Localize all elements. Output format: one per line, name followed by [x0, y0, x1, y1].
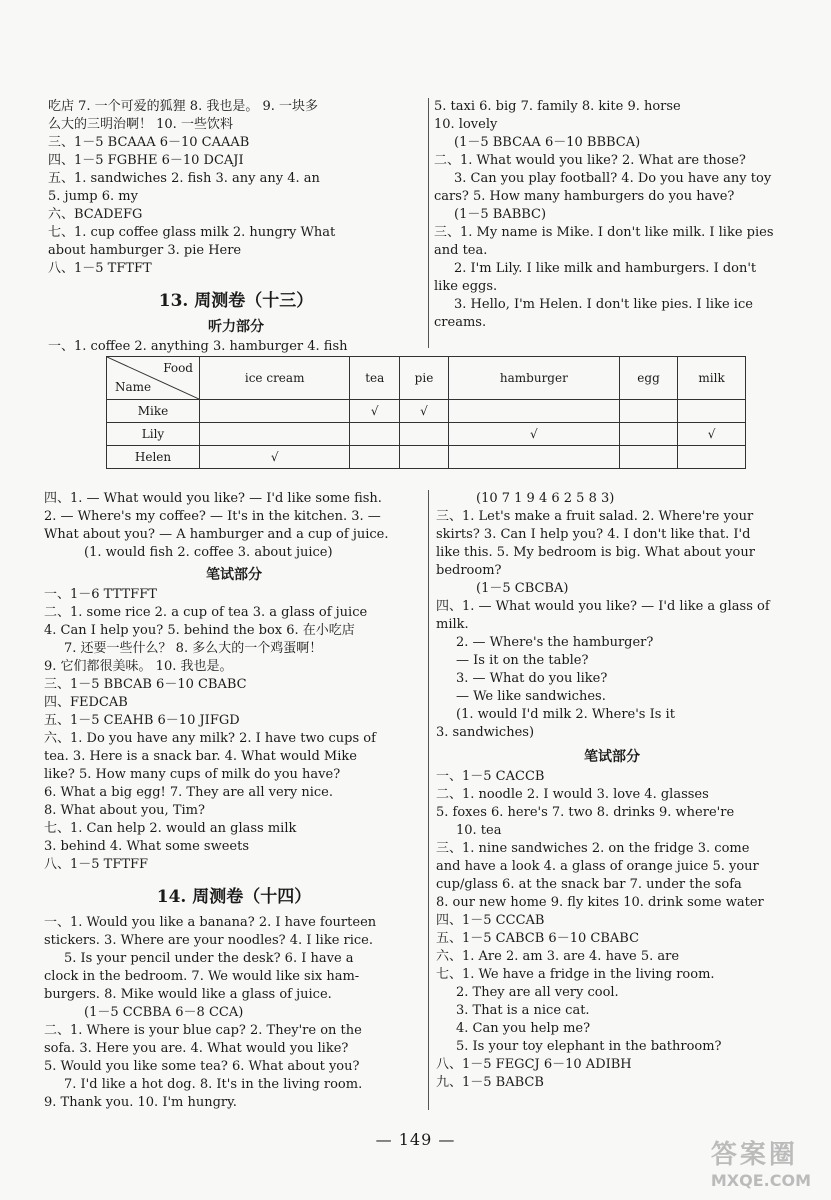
answer-line: burgers. 8. Mike would like a glass of juice.: [44, 987, 332, 1002]
listening-q1-line: 一、1. coffee 2. anything 3. hamburger 4. fish: [48, 339, 348, 354]
answer-line: 三、1－5 BBCAB 6－10 CBABC: [44, 677, 247, 692]
answer-line: 五、1－5 CEAHB 6－10 JIFGD: [44, 713, 240, 728]
answer-line: 六、1. Are 2. am 3. are 4. have 5. are: [436, 949, 680, 964]
answer-line: 3. Hello, I'm Helen. I don't like pies. I like ice: [454, 297, 753, 312]
answer-line: and tea.: [434, 243, 488, 258]
answer-line: 吃店 7. 一个可爱的狐狸 8. 我也是。 9. 一块多: [48, 99, 319, 114]
answer-line: 八、1－5 TFTFF: [44, 857, 149, 872]
answer-line: 8. What about you, Tim?: [44, 803, 205, 818]
answer-line: (1－5 BBCAA 6－10 BBBCA): [454, 135, 641, 150]
table-cell: √: [678, 423, 746, 446]
answer-line: cars? 5. How many hamburgers do you have?: [434, 189, 735, 204]
answer-line: 三、1. My name is Mike. I don't like milk. I like pies: [434, 225, 774, 240]
table-cell: [400, 423, 449, 446]
answer-line: skirts? 3. Can I help you? 4. I don't like that. I'd: [436, 527, 751, 542]
answer-line: tea. 3. Here is a snack bar. 4. What would Mike: [44, 749, 357, 764]
answer-line: 二、1. What would you like? 2. What are those?: [434, 153, 746, 168]
table-column-header: milk: [678, 357, 746, 400]
answer-line: — We like sandwiches.: [456, 689, 606, 704]
answer-line: 3. sandwiches): [436, 725, 535, 740]
answer-line: 七、1. cup coffee glass milk 2. hungry What: [48, 225, 336, 240]
answer-lines: [44, 586, 424, 874]
table-cell: [448, 446, 619, 469]
written-heading-13: 笔试部分: [206, 567, 262, 583]
answer-line: 3. behind 4. What some sweets: [44, 839, 250, 854]
answer-line: (10 7 1 9 4 6 2 5 8 3): [476, 491, 615, 506]
answer-lines: [434, 98, 789, 332]
answer-line: 3. Can you play football? 4. Do you have any toy: [454, 171, 772, 186]
watermark-logo: 答案圈 MXQE.COM: [710, 1140, 811, 1190]
answer-line: 3. — What do you like?: [456, 671, 608, 686]
answer-line: 5. Is your toy elephant in the bathroom?: [456, 1039, 722, 1054]
top-right-column: [434, 98, 789, 332]
answer-line: — Is it on the table?: [456, 653, 589, 668]
table-cell: [350, 446, 400, 469]
table-row-name: Lily: [107, 423, 200, 446]
answer-line: 二、1. Where is your blue cap? 2. They're on the: [44, 1023, 362, 1038]
answer-line: milk.: [436, 617, 469, 632]
answer-line: creams.: [434, 315, 487, 330]
answer-line: 6. What a big egg! 7. They are all very nice.: [44, 785, 333, 800]
section-14-title: 14. 周测卷（十四）: [156, 887, 312, 907]
answer-line: (1－5 BABBC): [454, 207, 547, 222]
answer-line: sofa. 3. Here you are. 4. What would you like?: [44, 1041, 349, 1056]
answer-line: 2. — Where's the hamburger?: [456, 635, 654, 650]
answer-line: 六、BCADEFG: [48, 207, 143, 222]
table-column-header: tea: [350, 357, 400, 400]
answer-line: 2. They are all very cool.: [456, 985, 619, 1000]
answer-line: 5. Is your pencil under the desk? 6. I have a: [64, 951, 354, 966]
answer-line: 2. I'm Lily. I like milk and hamburgers. I don't: [454, 261, 757, 276]
answer-line: 七、1. Can help 2. would an glass milk: [44, 821, 297, 836]
table-cell: √: [200, 446, 350, 469]
answer-line: 4. Can I help you? 5. behind the box 6. 在小吃店: [44, 623, 355, 638]
answer-line: and have a look 4. a glass of orange juice 5. your: [436, 859, 759, 874]
answer-line: like this. 5. My bedroom is big. What about your: [436, 545, 755, 560]
answer-line: 三、1－5 BCAAA 6－10 CAAAB: [48, 135, 250, 150]
column-divider-bottom: [428, 490, 429, 1110]
answer-line: 5. jump 6. my: [48, 189, 138, 204]
answer-line: 9. 它们都很美味。 10. 我也是。: [44, 659, 233, 674]
answer-line: 二、1. noodle 2. I would 3. love 4. glasses: [436, 787, 709, 802]
answer-line: (1. would fish 2. coffee 3. about juice): [84, 545, 333, 560]
answer-line: 八、1－5 TFTFT: [48, 261, 152, 276]
top-left-column: [48, 98, 424, 356]
answer-line: 么大的三明治啊！ 10. 一些饮料: [48, 117, 233, 132]
answer-line: cup/glass 6. at the snack bar 7. under the sofa: [436, 877, 742, 892]
table-cell: [619, 423, 677, 446]
answer-line: 4. Can you help me?: [456, 1021, 591, 1036]
table-cell: √: [350, 400, 400, 423]
table-cell: [448, 400, 619, 423]
table-column-header: hamburger: [448, 357, 619, 400]
table-cell: [400, 446, 449, 469]
answer-line: 四、1. — What would you like? — I'd like a glass of: [436, 599, 770, 614]
answer-line: 二、1. some rice 2. a cup of tea 3. a glass of juice: [44, 605, 368, 620]
answer-line: 四、1－5 CCCAB: [436, 913, 545, 928]
answer-line: 5. taxi 6. big 7. family 8. kite 9. horse: [434, 99, 681, 114]
table-cell: [200, 423, 350, 446]
answer-lines: [44, 914, 424, 1112]
column-divider-top: [428, 98, 429, 348]
table-row: [107, 400, 746, 423]
table-cell: [200, 400, 350, 423]
table-cell: √: [400, 400, 449, 423]
answer-line: 7. 还要一些什么？ 8. 多么大的一个鸡蛋啊！: [64, 641, 323, 656]
answer-line: 8. our new home 9. fly kites 10. drink some water: [436, 895, 764, 910]
answer-lines: [436, 490, 788, 742]
answer-line: bedroom?: [436, 563, 502, 578]
answer-line: 五、1－5 CABCB 6－10 CBABC: [436, 931, 640, 946]
answer-line: clock in the bedroom. 7. We would like six ham-: [44, 969, 360, 984]
answer-line: 一、1－5 CACCB: [436, 769, 545, 784]
table-row: [107, 423, 746, 446]
table-cell: [678, 446, 746, 469]
table-column-header: pie: [400, 357, 449, 400]
answer-line: 10. lovely: [434, 117, 498, 132]
answer-line: 5. foxes 6. here's 7. two 8. drinks 9. where're: [436, 805, 735, 820]
written-heading-14: 笔试部分: [584, 749, 640, 765]
table-column-header: ice cream: [200, 357, 350, 400]
listening-answer-table: [106, 356, 746, 469]
answer-line: 六、1. Do you have any milk? 2. I have two cups of: [44, 731, 376, 746]
answer-lines: [436, 768, 788, 1092]
answer-line: 一、1. Would you like a banana? 2. I have fourteen: [44, 915, 377, 930]
table-cell: √: [448, 423, 619, 446]
table-column-header: egg: [619, 357, 677, 400]
answer-line: (1－5 CCBBA 6－8 CCA): [84, 1005, 244, 1020]
listening-heading: 听力部分: [208, 319, 264, 335]
answer-line: 三、1. nine sandwiches 2. on the fridge 3. come: [436, 841, 750, 856]
answer-line: 5. Would you like some tea? 6. What about you?: [44, 1059, 360, 1074]
answer-line: 10. tea: [456, 823, 502, 838]
answer-line: 2. — Where's my coffee? — It's in the kitchen. 3. —: [44, 509, 381, 524]
table-cell: [678, 400, 746, 423]
answer-line: What about you? — A hamburger and a cup of juice.: [44, 527, 389, 542]
answer-line: 四、FEDCAB: [44, 695, 128, 710]
answer-line: 9. Thank you. 10. I'm hungry.: [44, 1095, 237, 1110]
answer-line: 四、1. — What would you like? — I'd like some fish.: [44, 491, 382, 506]
answer-line: stickers. 3. Where are your noodles? 4. I like rice.: [44, 933, 374, 948]
answer-line: 五、1. sandwiches 2. fish 3. any any 4. an: [48, 171, 320, 186]
table-cell: [619, 400, 677, 423]
answer-line: 八、1－5 FEGCJ 6－10 ADIBH: [436, 1057, 632, 1072]
answer-line: about hamburger 3. pie Here: [48, 243, 242, 258]
table-corner-header: [107, 357, 200, 400]
answer-line: 一、1－6 TTTFFT: [44, 587, 157, 602]
answer-line: 3. That is a nice cat.: [456, 1003, 590, 1018]
table-cell: [350, 423, 400, 446]
answer-line: 四、1－5 FGBHE 6－10 DCAJI: [48, 153, 244, 168]
answer-line: like? 5. How many cups of milk do you have?: [44, 767, 341, 782]
answer-line: 三、1. Let's make a fruit salad. 2. Where're your: [436, 509, 754, 524]
answer-line: (1. would I'd milk 2. Where's Is it: [456, 707, 675, 722]
table-row-name: Helen: [107, 446, 200, 469]
answer-lines: [44, 490, 424, 562]
table-row-name: Mike: [107, 400, 200, 423]
answer-line: like eggs.: [434, 279, 498, 294]
page-number: — 149 —: [375, 1130, 456, 1149]
answer-line: 九、1－5 BABCB: [436, 1075, 544, 1090]
corner-food-label: Food: [163, 361, 193, 375]
bottom-right-column: [436, 490, 788, 1092]
table-cell: [619, 446, 677, 469]
answer-lines: [48, 98, 424, 278]
section-13-title: 13. 周测卷（十三）: [158, 291, 314, 311]
answer-line: 7. I'd like a hot dog. 8. It's in the living room.: [64, 1077, 363, 1092]
answer-line: 七、1. We have a fridge in the living room.: [436, 967, 715, 982]
table-row: [107, 446, 746, 469]
bottom-left-column: [44, 490, 424, 1112]
answer-line: (1－5 CBCBA): [476, 581, 569, 596]
corner-name-label: Name: [115, 380, 152, 394]
